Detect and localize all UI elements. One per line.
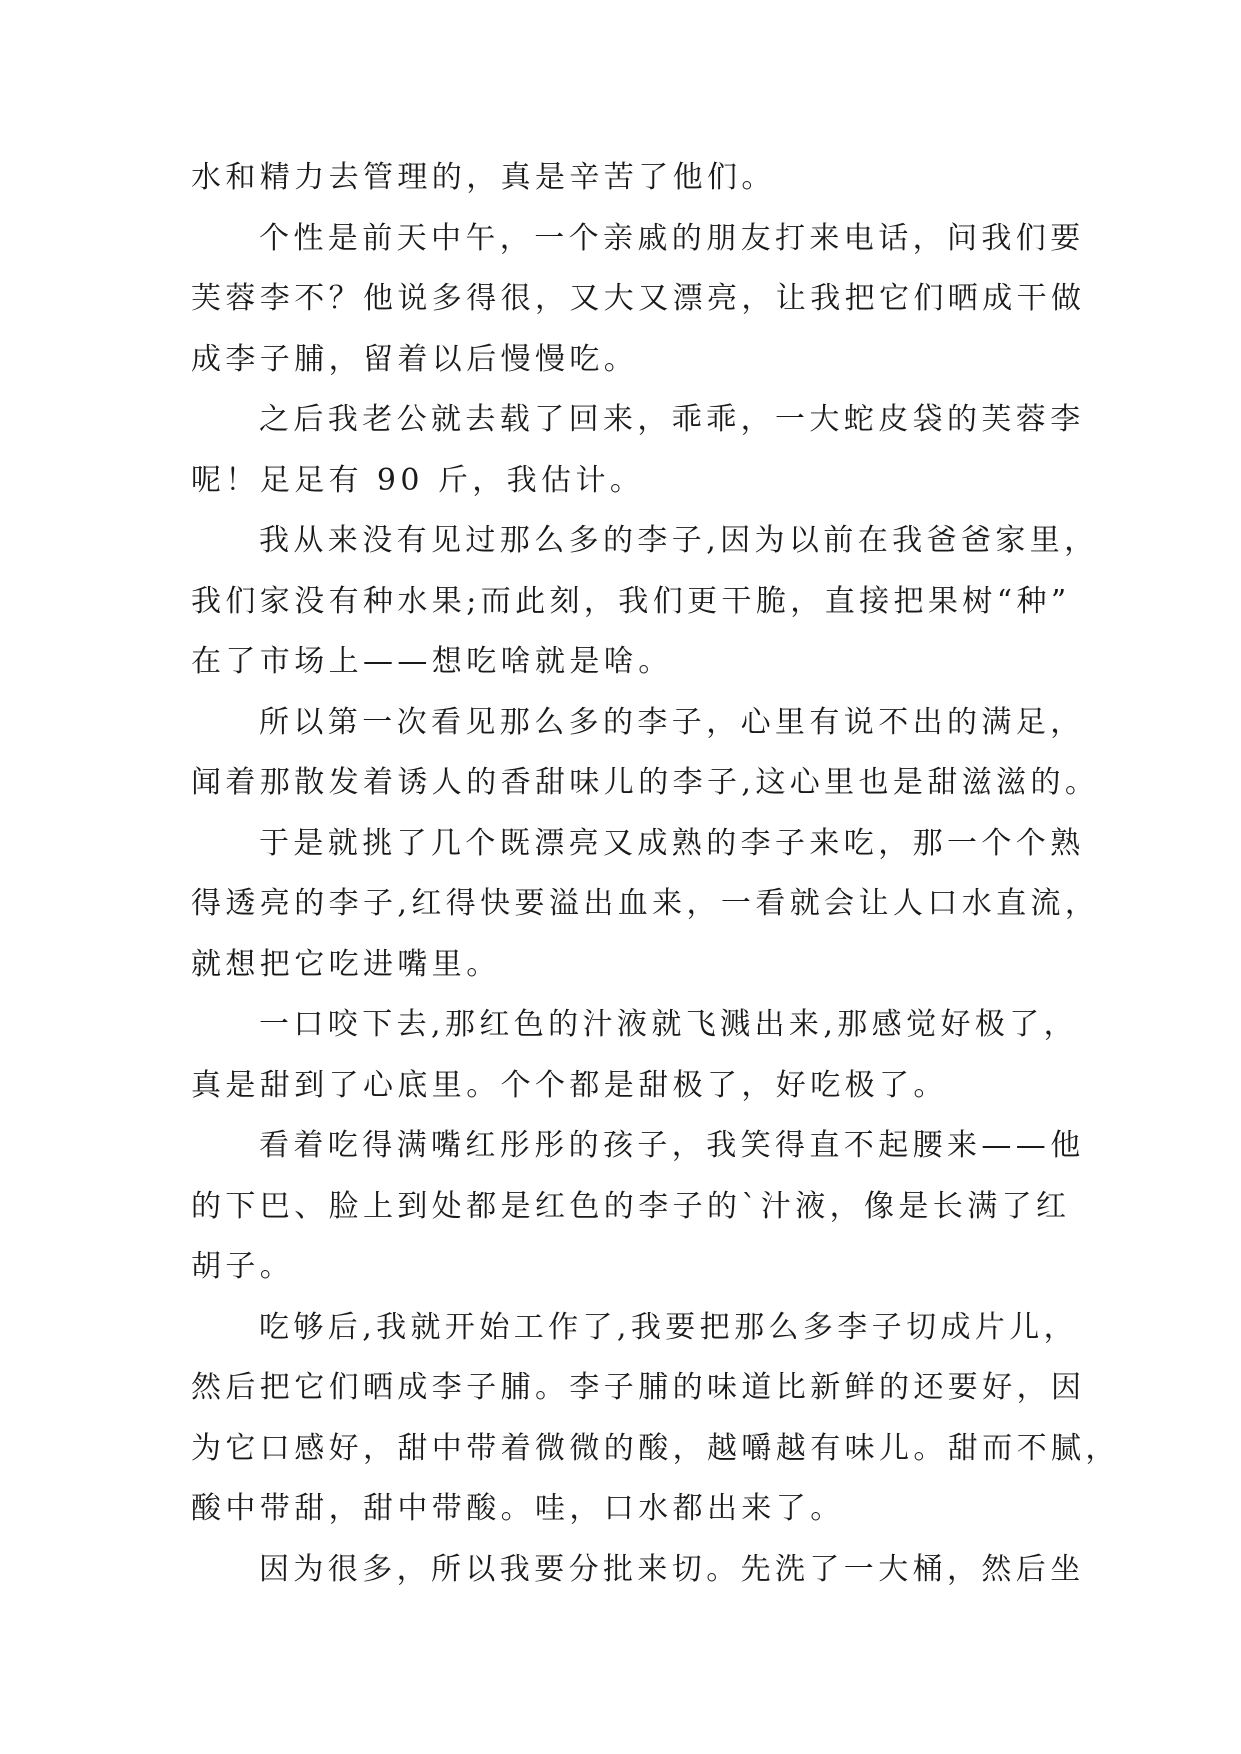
text-line: 看着吃得满嘴红彤彤的孩子，我笑得直不起腰来——他 bbox=[259, 1128, 1085, 1163]
text-line: 成李子脯，留着以后慢慢吃。 bbox=[191, 341, 639, 377]
text-line: 就想把它吃进嘴里。 bbox=[191, 946, 501, 982]
text-line: 真是甜到了心底里。个个都是甜极了，好吃极了。 bbox=[191, 1067, 948, 1103]
text-line: 芙蓉李不？他说多得很，又大又漂亮，让我把它们晒成干做 bbox=[191, 281, 1086, 316]
text-line: 得透亮的李子,红得快要溢出血来，一看就会让人口水直流， bbox=[191, 886, 1100, 921]
text-line: 闻着那散发着诱人的香甜味儿的李子,这心里也是甜滋滋的。 bbox=[191, 765, 1100, 800]
text-line: 酸中带甜，甜中带酸。哇，口水都出来了。 bbox=[191, 1491, 845, 1526]
text-line: 所以第一次看见那么多的李子，心里有说不出的满足， bbox=[259, 704, 1085, 740]
text-line: 一口咬下去,那红色的汁液就飞溅出来,那感觉好极了， bbox=[259, 1007, 1079, 1042]
text-line: 然后把它们晒成李子脯。李子脯的味道比新鲜的还要好，因 bbox=[191, 1370, 1086, 1405]
document-body bbox=[191, 148, 1120, 1600]
text-line: 我们家没有种水果;而此刻，我们更干脆，直接把果树“种” bbox=[191, 583, 1071, 619]
text-line: 为它口感好，甜中带着微微的酸，越嚼越有味儿。甜而不腻， bbox=[191, 1430, 1120, 1466]
text-line: 水和精力去管理的，真是辛苦了他们。 bbox=[191, 160, 776, 195]
text-line: 的下巴、脸上到处都是红色的李子的`汁液，像是长满了红 bbox=[191, 1188, 1071, 1224]
text-line: 我从来没有见过那么多的李子,因为以前在我爸爸家里， bbox=[259, 523, 1099, 558]
text-line: 之后我老公就去载了回来，乖乖，一大蛇皮袋的芙蓉李 bbox=[259, 402, 1085, 437]
text-line: 因为很多，所以我要分批来切。先洗了一大桶，然后坐 bbox=[259, 1551, 1085, 1587]
text-line: 吃够后,我就开始工作了,我要把那么多李子切成片儿， bbox=[259, 1309, 1079, 1345]
text-line: 胡子。 bbox=[191, 1249, 295, 1284]
text-line: 于是就挑了几个既漂亮又成熟的李子来吃，那一个个熟 bbox=[259, 825, 1085, 861]
text-line: 个性是前天中午，一个亲戚的朋友打来电话，问我们要 bbox=[259, 220, 1085, 256]
text-line: 呢！足足有 90 斤，我估计。 bbox=[191, 462, 645, 498]
text-line: 在了市场上——想吃啥就是啥。 bbox=[191, 644, 673, 679]
